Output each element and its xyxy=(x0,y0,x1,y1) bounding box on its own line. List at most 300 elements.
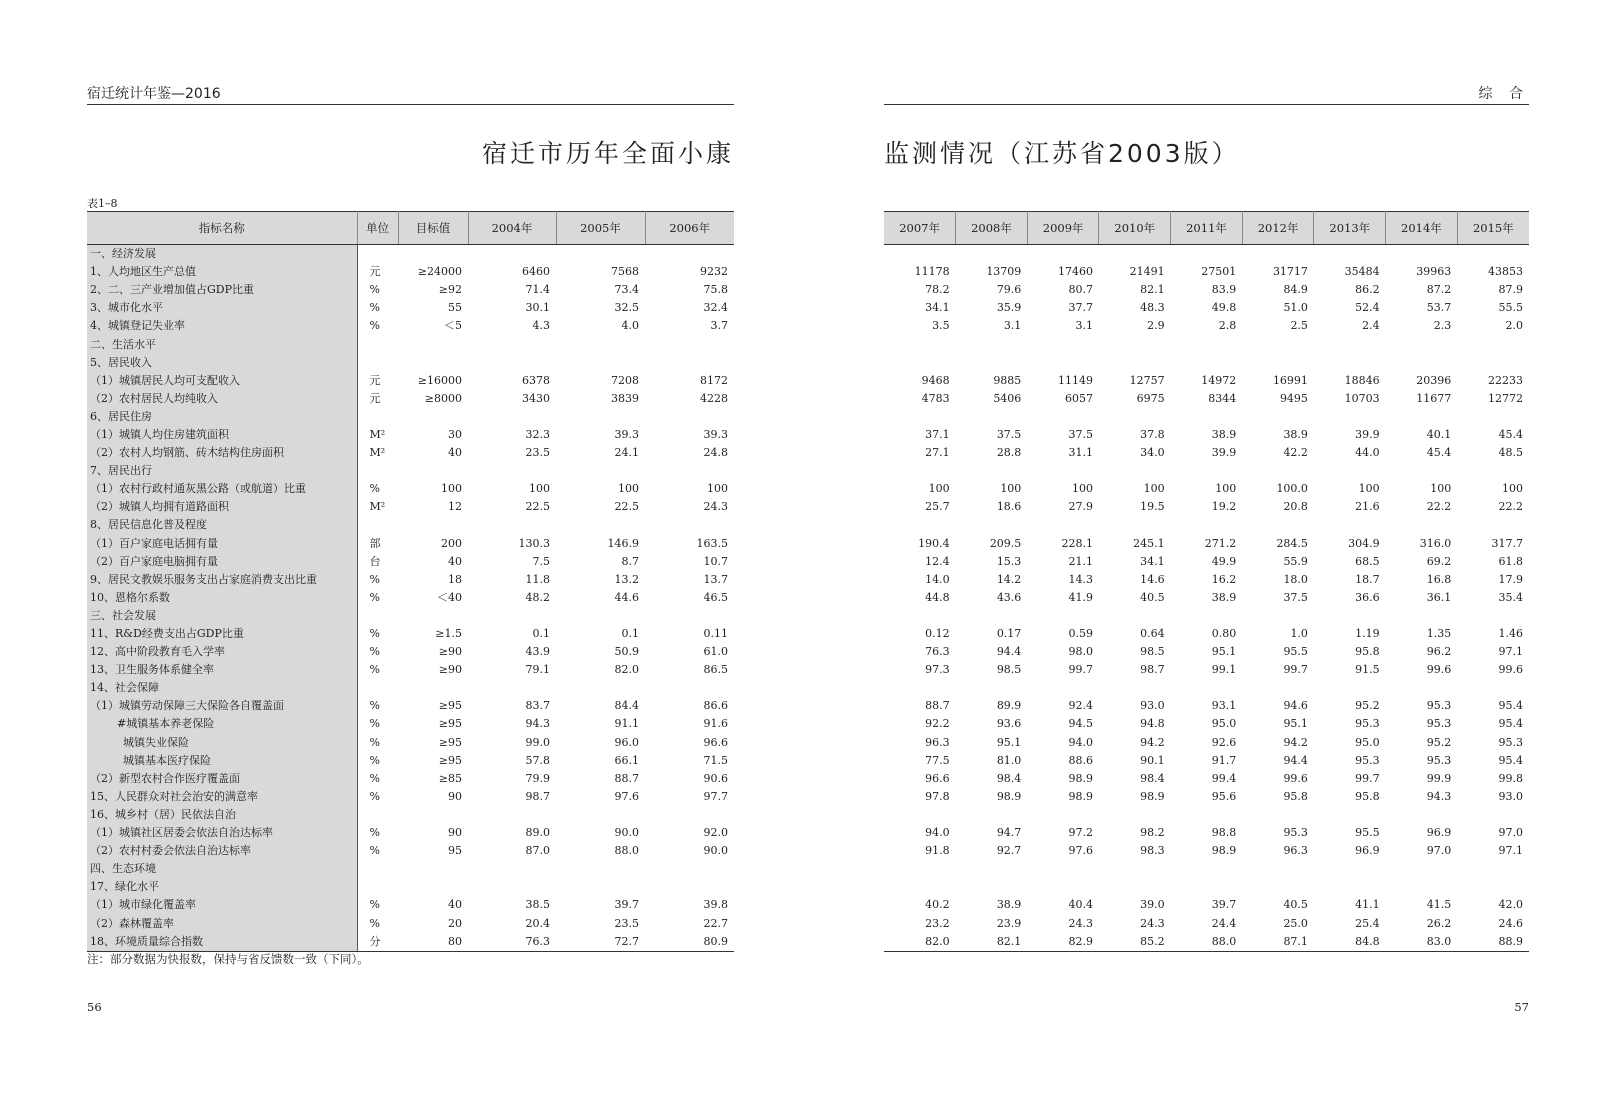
column-header: 2015年 xyxy=(1457,212,1529,245)
value-cell: 41.9 xyxy=(1068,590,1093,604)
value-cell xyxy=(1386,354,1458,372)
table-row xyxy=(87,788,734,806)
value-cell: 84.4 xyxy=(614,699,639,713)
value-cell xyxy=(1386,679,1458,697)
value-cell: 20.8 xyxy=(1283,500,1308,514)
target-cell xyxy=(398,516,468,534)
value-cell: 81.0 xyxy=(996,753,1022,767)
value-cell: 80.7 xyxy=(1068,283,1093,297)
indicator-name: （2）农村人均钢筋、砖木结构住房面积 xyxy=(87,444,357,462)
target-cell: 80 xyxy=(398,933,468,952)
unit-cell: % xyxy=(369,572,380,586)
value-cell xyxy=(1099,462,1171,480)
value-cell xyxy=(1314,860,1386,878)
value-cell xyxy=(556,408,645,426)
value-cell: 72.7 xyxy=(556,933,645,952)
column-header: 指标名称 xyxy=(87,212,357,245)
value-cell: 89.9 xyxy=(996,699,1022,713)
value-cell xyxy=(884,679,956,697)
value-cell xyxy=(1242,860,1314,878)
value-cell xyxy=(1099,878,1171,896)
value-cell: 91.8 xyxy=(925,844,950,858)
table-row xyxy=(87,390,734,408)
value-cell: 11178 xyxy=(914,265,950,279)
value-cell: 100 xyxy=(618,482,639,496)
value-cell: 6378 xyxy=(522,373,550,387)
value-cell xyxy=(1242,354,1314,372)
value-cell: 95.8 xyxy=(1355,789,1380,803)
value-cell: 0.80 xyxy=(1211,627,1237,641)
value-cell: 2.5 xyxy=(1290,319,1308,333)
value-cell: 22.2 xyxy=(1498,500,1523,514)
value-cell xyxy=(1027,516,1099,534)
value-cell xyxy=(556,679,645,697)
value-cell: 97.3 xyxy=(925,663,950,677)
value-cell: 9232 xyxy=(700,265,728,279)
value-cell: 95.3 xyxy=(1283,826,1308,840)
value-cell: 96.0 xyxy=(614,735,639,749)
value-cell xyxy=(468,516,556,534)
indicator-name: 三、社会发展 xyxy=(87,607,357,625)
value-cell xyxy=(956,408,1028,426)
target-cell: 90 xyxy=(448,789,462,803)
value-cell: 0.17 xyxy=(996,627,1022,641)
value-cell: 1.19 xyxy=(1355,627,1380,641)
table-row xyxy=(87,516,734,534)
table-row xyxy=(884,354,1529,372)
table-row xyxy=(884,317,1529,335)
indicator-name: 17、绿化水平 xyxy=(87,878,357,896)
value-cell: 34.1 xyxy=(925,301,950,315)
value-cell xyxy=(1386,860,1458,878)
unit-cell: M² xyxy=(369,446,386,460)
value-cell: 35.4 xyxy=(1498,590,1523,604)
value-cell: 88.7 xyxy=(925,699,950,713)
value-cell: 14.6 xyxy=(1140,572,1165,586)
indicator-name: 9、居民文教娱乐服务支出占家庭消费支出比重 xyxy=(87,571,357,589)
value-cell xyxy=(1027,245,1099,264)
value-cell: 51.0 xyxy=(1283,301,1308,315)
value-cell: 100 xyxy=(1000,482,1022,496)
value-cell: 87.0 xyxy=(525,844,550,858)
value-cell: 22.2 xyxy=(1426,500,1452,514)
table-row xyxy=(884,335,1529,353)
indicator-name: （2）新型农村合作医疗覆盖面 xyxy=(87,770,357,788)
value-cell: 39.3 xyxy=(703,427,728,441)
column-header: 2010年 xyxy=(1099,212,1171,245)
value-cell: 190.4 xyxy=(918,536,950,550)
value-cell: 37.8 xyxy=(1140,427,1165,441)
value-cell: 96.6 xyxy=(925,771,950,785)
value-cell: 37.5 xyxy=(996,427,1022,441)
value-cell: 10.7 xyxy=(703,554,728,568)
value-cell: 18.6 xyxy=(996,500,1022,514)
value-cell xyxy=(956,245,1028,264)
value-cell: 84.8 xyxy=(1314,933,1386,952)
value-cell: 95.3 xyxy=(1498,735,1523,749)
indicator-name: （2）城镇人均拥有道路面积 xyxy=(87,498,357,516)
value-cell: 95.5 xyxy=(1283,645,1308,659)
value-cell: 27501 xyxy=(1201,265,1237,279)
value-cell: 95.1 xyxy=(1211,645,1237,659)
value-cell xyxy=(1242,335,1314,353)
target-cell: 55 xyxy=(448,301,462,315)
value-cell xyxy=(1386,462,1458,480)
value-cell: 91.6 xyxy=(703,717,728,731)
value-cell: 94.0 xyxy=(925,826,950,840)
value-cell xyxy=(1099,860,1171,878)
value-cell: 44.6 xyxy=(614,590,639,604)
value-cell: 3839 xyxy=(611,391,639,405)
value-cell xyxy=(956,806,1028,824)
indicator-name: 12、高中阶段教育毛入学率 xyxy=(87,643,357,661)
table-row xyxy=(87,462,734,480)
table-row xyxy=(884,824,1529,842)
value-cell: 48.3 xyxy=(1140,301,1165,315)
value-cell: 98.3 xyxy=(1140,844,1165,858)
table-row xyxy=(884,516,1529,534)
value-cell xyxy=(1171,878,1243,896)
value-cell: 13709 xyxy=(986,265,1022,279)
value-cell: 13.2 xyxy=(614,572,639,586)
value-cell: 24.6 xyxy=(1498,916,1523,930)
indicator-name: 城镇失业保险 xyxy=(87,734,357,752)
value-cell: 95.3 xyxy=(1355,753,1380,767)
value-cell xyxy=(1171,354,1243,372)
value-cell: 2.3 xyxy=(1433,319,1452,333)
value-cell: 1.0 xyxy=(1290,627,1308,641)
value-cell: 36.1 xyxy=(1426,590,1452,604)
value-cell: 14972 xyxy=(1201,373,1237,387)
value-cell: 0.59 xyxy=(1068,627,1093,641)
value-cell: 97.1 xyxy=(1498,645,1523,659)
value-cell: 21491 xyxy=(1129,265,1165,279)
unit-cell xyxy=(357,354,398,372)
value-cell: 163.5 xyxy=(696,536,728,550)
value-cell: 35.9 xyxy=(996,301,1022,315)
value-cell: 16.8 xyxy=(1426,572,1452,586)
value-cell xyxy=(1457,878,1529,896)
table-row xyxy=(87,914,734,932)
value-cell: 38.9 xyxy=(996,898,1022,912)
value-cell: 38.9 xyxy=(1211,590,1237,604)
value-cell: 12.4 xyxy=(925,554,950,568)
value-cell: 14.0 xyxy=(925,572,950,586)
value-cell xyxy=(1457,806,1529,824)
value-cell xyxy=(645,408,734,426)
value-cell: 31717 xyxy=(1272,265,1308,279)
indicator-name: （1）百户家庭电话拥有量 xyxy=(87,535,357,553)
value-cell: 4228 xyxy=(700,391,728,405)
value-cell: 90.0 xyxy=(703,844,728,858)
value-cell xyxy=(1457,245,1529,264)
value-cell: 24.3 xyxy=(1068,916,1093,930)
value-cell: 98.9 xyxy=(1140,789,1165,803)
table-row xyxy=(87,679,734,697)
value-cell xyxy=(1099,245,1171,264)
value-cell: 99.7 xyxy=(1355,771,1380,785)
target-cell xyxy=(398,607,468,625)
value-cell xyxy=(1314,354,1386,372)
value-cell: 32.5 xyxy=(614,301,639,315)
target-cell xyxy=(398,806,468,824)
column-header: 2014年 xyxy=(1386,212,1458,245)
value-cell: 41.5 xyxy=(1426,898,1452,912)
page-number: 56 xyxy=(87,1000,102,1014)
value-cell xyxy=(1171,860,1243,878)
value-cell: 98.2 xyxy=(1140,826,1165,840)
value-cell: 99.6 xyxy=(1283,771,1308,785)
value-cell: 88.7 xyxy=(614,771,639,785)
table-row xyxy=(87,335,734,353)
footnote: 注：部分数据为快报数，保持与省反馈数一致（下同）。 xyxy=(87,952,369,966)
value-cell: 92.2 xyxy=(925,717,950,731)
value-cell: 39.3 xyxy=(614,427,639,441)
value-cell xyxy=(1314,878,1386,896)
value-cell: 99.6 xyxy=(1426,663,1452,677)
value-cell: 0.11 xyxy=(703,627,728,641)
unit-cell xyxy=(357,516,398,534)
value-cell: 83.9 xyxy=(1211,283,1237,297)
value-cell: 95.1 xyxy=(996,735,1022,749)
value-cell: 11677 xyxy=(1416,391,1452,405)
value-cell: 24.3 xyxy=(703,500,728,514)
value-cell: 3.1 xyxy=(1003,319,1022,333)
value-cell: 32.4 xyxy=(703,301,728,315)
unit-cell xyxy=(357,860,398,878)
indicator-name: 8、居民信息化普及程度 xyxy=(87,516,357,534)
value-cell xyxy=(1386,516,1458,534)
value-cell: 8.7 xyxy=(621,554,639,568)
value-cell: 24.1 xyxy=(614,446,639,460)
indicator-name: 16、城乡村（居）民依法自治 xyxy=(87,806,357,824)
value-cell: 85.2 xyxy=(1099,933,1171,952)
value-cell: 100.0 xyxy=(1276,482,1308,496)
value-cell: 209.5 xyxy=(989,536,1022,550)
value-cell: 68.5 xyxy=(1355,554,1380,568)
target-cell xyxy=(398,335,468,353)
value-cell xyxy=(1171,245,1243,264)
table-row xyxy=(87,697,734,715)
unit-cell: % xyxy=(369,590,380,604)
table-row xyxy=(87,535,734,553)
table-row xyxy=(87,824,734,842)
header-row xyxy=(87,212,734,245)
value-cell xyxy=(956,354,1028,372)
unit-cell: 分 xyxy=(357,933,398,952)
table-row xyxy=(884,299,1529,317)
value-cell: 76.3 xyxy=(925,645,950,659)
unit-cell: 元 xyxy=(369,265,381,279)
unit-cell: % xyxy=(369,916,380,930)
value-cell: 316.0 xyxy=(1419,536,1452,550)
value-cell xyxy=(1171,607,1243,625)
indicator-name: （1）城镇劳动保障三大保险各自覆盖面 xyxy=(87,697,357,715)
value-cell: 93.0 xyxy=(1498,789,1523,803)
value-cell xyxy=(1242,462,1314,480)
value-cell: 27.1 xyxy=(925,446,950,460)
value-cell: 2.8 xyxy=(1218,319,1237,333)
value-cell: 100 xyxy=(1502,482,1523,496)
value-cell: 31.1 xyxy=(1068,446,1093,460)
target-cell xyxy=(398,462,468,480)
value-cell: 14.2 xyxy=(996,572,1022,586)
value-cell: 79.9 xyxy=(525,771,550,785)
value-cell: 82.0 xyxy=(884,933,956,952)
value-cell xyxy=(1314,408,1386,426)
value-cell: 78.2 xyxy=(925,283,950,297)
value-cell: 12757 xyxy=(1129,373,1165,387)
table-row xyxy=(87,625,734,643)
value-cell: 52.4 xyxy=(1355,301,1380,315)
unit-cell: % xyxy=(369,844,380,858)
table-row xyxy=(87,607,734,625)
value-cell: 2.4 xyxy=(1362,319,1380,333)
table-row xyxy=(87,878,734,896)
indicator-name: （1）城镇人均住房建筑面积 xyxy=(87,426,357,444)
value-cell: 100 xyxy=(1358,482,1380,496)
unit-cell: % xyxy=(369,699,380,713)
value-cell: 95.0 xyxy=(1355,735,1380,749)
header-row xyxy=(884,212,1529,245)
value-cell: 14.3 xyxy=(1068,572,1093,586)
target-cell: ≥90 xyxy=(438,663,462,677)
value-cell: 9885 xyxy=(993,373,1022,387)
table-row xyxy=(87,317,734,335)
value-cell: 23.2 xyxy=(925,916,950,930)
value-cell xyxy=(1457,607,1529,625)
value-cell: 57.8 xyxy=(525,753,550,767)
value-cell: 94.6 xyxy=(1283,699,1308,713)
value-cell: 25.4 xyxy=(1355,916,1380,930)
value-cell xyxy=(1099,335,1171,353)
unit-cell: % xyxy=(369,826,380,840)
value-cell xyxy=(468,607,556,625)
value-cell xyxy=(468,679,556,697)
value-cell: 95.3 xyxy=(1355,717,1380,731)
unit-cell: % xyxy=(369,645,380,659)
table-row xyxy=(884,643,1529,661)
value-cell xyxy=(645,335,734,353)
value-cell: 11.8 xyxy=(525,572,550,586)
value-cell: 100 xyxy=(529,482,550,496)
value-cell xyxy=(1242,806,1314,824)
value-cell: 37.1 xyxy=(925,427,950,441)
value-cell: 40.5 xyxy=(1283,898,1308,912)
table-row xyxy=(884,498,1529,516)
value-cell: 100 xyxy=(1430,482,1452,496)
value-cell: 7568 xyxy=(611,265,639,279)
value-cell: 0.1 xyxy=(532,627,550,641)
unit-cell: 元 xyxy=(369,391,381,405)
value-cell xyxy=(645,462,734,480)
value-cell: 7208 xyxy=(611,373,639,387)
value-cell: 89.0 xyxy=(525,826,550,840)
column-header: 2005年 xyxy=(556,212,645,245)
indicator-name: 四、生态环境 xyxy=(87,860,357,878)
value-cell xyxy=(1314,607,1386,625)
value-cell: 10703 xyxy=(1344,391,1380,405)
value-cell xyxy=(556,806,645,824)
value-cell: 18.7 xyxy=(1355,572,1380,586)
value-cell: 39.7 xyxy=(1211,898,1237,912)
value-cell: 86.5 xyxy=(703,663,728,677)
value-cell: 42.0 xyxy=(1498,898,1523,912)
value-cell xyxy=(468,462,556,480)
table-row xyxy=(87,806,734,824)
value-cell: 95.3 xyxy=(1426,753,1452,767)
indicator-name: （1）农村行政村通灰黑公路（或航道）比重 xyxy=(87,480,357,498)
value-cell xyxy=(884,462,956,480)
value-cell: 95.4 xyxy=(1498,753,1523,767)
value-cell: 99.8 xyxy=(1498,771,1523,785)
value-cell: 94.2 xyxy=(1140,735,1165,749)
target-cell xyxy=(398,408,468,426)
value-cell: 86.6 xyxy=(703,699,728,713)
value-cell: 23.9 xyxy=(996,916,1022,930)
value-cell: 0.1 xyxy=(621,627,639,641)
table-row xyxy=(884,535,1529,553)
value-cell: 91.7 xyxy=(1211,753,1237,767)
value-cell xyxy=(468,860,556,878)
value-cell: 83.7 xyxy=(525,699,550,713)
value-cell: 24.8 xyxy=(703,446,728,460)
unit-cell: % xyxy=(369,753,380,767)
value-cell: 94.7 xyxy=(996,826,1022,840)
value-cell xyxy=(1457,408,1529,426)
table-row xyxy=(87,842,734,860)
value-cell xyxy=(1027,354,1099,372)
table-row xyxy=(87,933,734,952)
indicator-name: （2）农村村委会依法自治达标率 xyxy=(87,842,357,860)
value-cell: 3.1 xyxy=(1075,319,1093,333)
table-row xyxy=(87,480,734,498)
value-cell: 75.8 xyxy=(703,283,728,297)
table-row xyxy=(87,408,734,426)
value-cell xyxy=(1314,516,1386,534)
value-cell: 39.7 xyxy=(614,898,639,912)
value-cell: 87.9 xyxy=(1498,283,1523,297)
value-cell xyxy=(468,335,556,353)
value-cell: 97.8 xyxy=(925,789,950,803)
value-cell: 94.0 xyxy=(1068,735,1093,749)
value-cell xyxy=(1314,806,1386,824)
value-cell: 271.2 xyxy=(1204,536,1237,550)
value-cell xyxy=(1171,408,1243,426)
target-cell: 20 xyxy=(448,916,462,930)
value-cell: 95.3 xyxy=(1426,717,1452,731)
value-cell: 6975 xyxy=(1136,391,1165,405)
value-cell xyxy=(645,860,734,878)
unit-cell xyxy=(357,335,398,353)
value-cell: 16991 xyxy=(1272,373,1308,387)
value-cell: 71.5 xyxy=(703,753,728,767)
value-cell: 37.7 xyxy=(1068,301,1093,315)
unit-cell: % xyxy=(369,627,380,641)
value-cell: 304.9 xyxy=(1348,536,1380,550)
value-cell: 34.0 xyxy=(1140,446,1165,460)
column-header: 2007年 xyxy=(884,212,956,245)
unit-cell xyxy=(357,408,398,426)
value-cell xyxy=(1099,806,1171,824)
value-cell: 95.1 xyxy=(1283,717,1308,731)
value-cell xyxy=(1242,679,1314,697)
value-cell: 40.2 xyxy=(925,898,950,912)
indicator-name: （2）农村居民人均纯收入 xyxy=(87,390,357,408)
value-cell: 94.3 xyxy=(525,717,550,731)
target-cell: ≥95 xyxy=(438,699,462,713)
value-cell: 99.7 xyxy=(1283,663,1308,677)
